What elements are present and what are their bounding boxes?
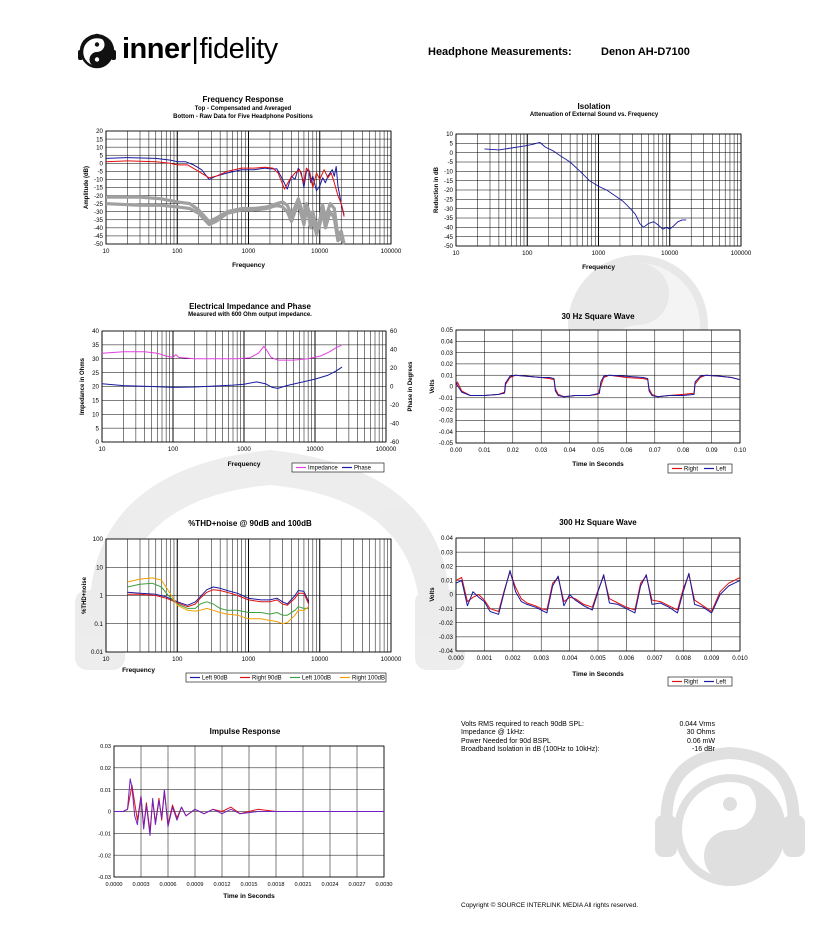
tick-label: 10000: [311, 248, 329, 255]
tick-label: -35: [94, 216, 103, 224]
tick-label: -25: [94, 200, 103, 208]
tick-label: 0.0024: [321, 882, 339, 888]
tick-label: -45: [444, 233, 453, 241]
tick-label: 20: [96, 128, 103, 136]
chart-grid: [456, 134, 741, 246]
tick-label: 100: [172, 248, 183, 255]
stat-label: Volts RMS required to reach 90dB SPL:: [461, 721, 584, 728]
legend-label: Right: [684, 466, 699, 473]
legend-label: Impedance: [308, 465, 338, 472]
tick-label: -60: [390, 439, 399, 447]
tick-label: 10000: [306, 446, 324, 453]
tick-label: 0.07: [648, 447, 661, 454]
legend-label: Left: [716, 679, 727, 686]
brand-name-bold: inner: [122, 33, 191, 65]
chart-grid: [456, 330, 740, 443]
tick-label: 0.03: [100, 744, 111, 751]
tick-label: 0.02: [506, 447, 519, 454]
tick-label: -20: [390, 402, 399, 410]
x-axis-label: Frequency: [122, 667, 155, 674]
tick-label: 60: [390, 328, 397, 336]
tick-label: 10000: [661, 250, 679, 257]
tick-label: 0.001: [476, 655, 493, 662]
tick-label: 1000: [241, 248, 256, 255]
tick-label: 0.05: [591, 447, 605, 454]
tick-label: 0: [449, 383, 453, 391]
tick-label: 0.0027: [348, 882, 366, 888]
tick-label: 0.01: [440, 372, 453, 380]
tick-label: -50: [444, 243, 453, 251]
stat-label: Impedance @ 1kHz:: [461, 729, 525, 737]
tick-label: 1000: [591, 250, 606, 257]
tick-label: 0: [449, 591, 453, 599]
tick-label: 0.0009: [186, 882, 204, 888]
y-axis-label: Volts: [430, 587, 436, 602]
tick-label: 5: [99, 152, 103, 160]
tick-label: 0.08: [677, 447, 690, 454]
tick-label: 100000: [375, 446, 397, 453]
legend-label: Left 100dB: [302, 675, 332, 682]
tick-label: -10: [444, 168, 453, 176]
tick-label: 0.02: [440, 361, 453, 369]
tick-label: 0.0021: [294, 882, 312, 888]
tick-label: 0.008: [675, 655, 691, 662]
y-axis-label: Impedance in Ohms: [80, 357, 86, 416]
y-axis-label: %THD+noise: [82, 577, 88, 614]
tick-label: -0.03: [438, 634, 453, 642]
tick-label: 0.004: [561, 655, 578, 662]
tick-label: 100000: [730, 250, 752, 257]
legend-label: Left 90dB: [202, 675, 228, 682]
chart-grid: [106, 131, 391, 244]
y2-axis-label: Phase in Degrees: [408, 361, 414, 412]
tick-label: 0.003: [533, 655, 549, 662]
tick-label: 25: [92, 369, 99, 377]
tick-label: -20: [94, 192, 103, 200]
tick-label: -5: [447, 159, 453, 167]
legend-label: Right 100dB: [352, 675, 386, 682]
tick-label: 0: [390, 383, 394, 391]
tick-label: -0.02: [98, 853, 111, 860]
x-axis-label: Frequency: [227, 461, 261, 468]
stat-label: Power Needed for 90d BSPL: [461, 737, 551, 745]
chart-title: 30 Hz Square Wave: [561, 312, 635, 321]
chart-subtitle: Bottom - Raw Data for Five Headphone Positions: [173, 114, 313, 120]
tick-label: 10: [98, 446, 106, 453]
tick-label: 0: [107, 809, 111, 816]
copyright-notice: Copyright © SOURCE INTERLINK MEDIA All rights reserved.: [461, 902, 639, 909]
stat-value: -16 dBr: [692, 746, 715, 754]
tick-label: 0.000: [448, 655, 464, 662]
tick-label: 0.0003: [132, 882, 150, 888]
tick-label: 0.007: [647, 655, 663, 662]
tick-label: 1000: [241, 656, 256, 663]
tick-label: 0: [99, 160, 103, 168]
tick-label: 0.0000: [105, 882, 123, 888]
tick-label: -25: [444, 196, 453, 204]
tick-label: 0.002: [505, 655, 521, 662]
stat-label: Broadband Isolation in dB (100Hz to 10kHz):: [461, 746, 600, 754]
tick-label: 0.005: [590, 655, 606, 662]
y-axis-label: Reduction in dB: [434, 167, 440, 213]
tick-label: -45: [94, 233, 103, 241]
tick-label: 0.1: [94, 620, 103, 628]
x-axis-label: Time in Seconds: [223, 893, 275, 900]
brand-name-light: fidelity: [199, 33, 278, 65]
stat-value: 0.044 Vrms: [679, 721, 715, 728]
tick-label: -0.02: [438, 406, 453, 414]
chart-legend: [292, 463, 384, 472]
tick-label: -0.02: [438, 619, 453, 627]
tick-label: 15: [92, 397, 99, 405]
tick-label: -35: [444, 215, 453, 223]
tick-label: -0.01: [438, 605, 453, 613]
tick-label: 0.00: [449, 447, 463, 454]
tick-label: -30: [444, 205, 453, 213]
tick-label: 0: [449, 149, 453, 157]
tick-label: 10: [452, 250, 460, 257]
tick-label: 10: [92, 411, 99, 419]
chart-grid: [106, 539, 391, 652]
tick-label: 100000: [380, 248, 402, 255]
tick-label: 0.03: [440, 349, 453, 357]
tick-label: 10: [102, 656, 110, 663]
chart-title: Impulse Response: [209, 727, 281, 736]
tick-label: 0.009: [703, 655, 720, 662]
tick-label: 0.0018: [267, 882, 285, 888]
tick-label: 0.010: [732, 655, 748, 662]
tick-label: 0.0015: [240, 882, 258, 888]
chart-subtitle: Measured with 600 Ohm output impedance.: [188, 312, 312, 318]
chart-title: Electrical Impedance and Phase: [189, 302, 311, 311]
tick-label: 10: [446, 131, 453, 139]
tick-label: 40: [92, 328, 99, 336]
header-model: Denon AH-D7100: [601, 46, 690, 58]
tick-label: 0.04: [440, 535, 453, 543]
tick-label: 5: [449, 140, 453, 148]
brand-separator: |: [191, 33, 199, 65]
tick-label: -40: [444, 224, 453, 232]
tick-label: 0.0030: [375, 882, 393, 888]
tick-label: 35: [92, 342, 99, 350]
y-axis-label: Volts: [430, 379, 436, 394]
tick-label: 10: [96, 564, 103, 572]
tick-label: 0.09: [705, 447, 718, 454]
tick-label: 1: [99, 592, 103, 600]
tick-label: 0.03: [440, 549, 453, 557]
tick-label: -40: [390, 420, 399, 428]
tick-label: -0.05: [438, 440, 453, 448]
tick-label: 0.01: [440, 577, 453, 585]
tick-label: -20: [444, 187, 453, 195]
x-axis-label: Time in Seconds: [572, 461, 624, 468]
tick-label: -10: [94, 176, 103, 184]
chart-subtitle: Top - Compensated and Averaged: [194, 106, 292, 112]
tick-label: 100: [92, 536, 103, 544]
y-axis-label: Amplitude (dB): [84, 166, 90, 209]
tick-label: -0.01: [98, 831, 111, 838]
tick-label: -15: [444, 177, 453, 185]
tick-label: 100000: [380, 656, 402, 663]
tick-label: -15: [94, 184, 103, 192]
tick-label: 100: [172, 656, 183, 663]
chart-subtitle: Attenuation of External Sound vs. Frequency: [529, 112, 659, 118]
x-axis-label: Frequency: [232, 262, 265, 269]
tick-label: 0.06: [620, 447, 633, 454]
tick-label: 0.01: [100, 787, 111, 794]
tick-label: 0.01: [478, 447, 491, 454]
tick-label: 0.0006: [159, 882, 177, 888]
tick-label: 10000: [311, 656, 329, 663]
tick-label: 0.01: [90, 649, 103, 657]
tick-label: 0.05: [440, 327, 453, 335]
chart-legend: [668, 677, 732, 686]
tick-label: 1000: [237, 446, 251, 453]
legend-label: Right: [684, 679, 699, 686]
tick-label: 0.03: [535, 447, 548, 454]
tick-label: 0.02: [100, 766, 111, 773]
tick-label: 40: [390, 346, 397, 354]
tick-label: -40: [94, 225, 103, 233]
tick-label: -0.04: [438, 428, 453, 436]
stat-value: 30 Ohms: [686, 729, 715, 737]
x-axis-label: Time in Seconds: [572, 671, 624, 678]
x-axis-label: Frequency: [582, 264, 615, 271]
tick-label: 0.04: [440, 338, 453, 346]
tick-label: 30: [92, 355, 99, 363]
tick-label: 0.04: [563, 447, 576, 454]
tick-label: -50: [94, 241, 103, 249]
tick-label: 20: [390, 365, 397, 373]
tick-label: -0.04: [438, 648, 453, 656]
tick-label: -5: [97, 168, 103, 176]
chart-title: 300 Hz Square Wave: [559, 518, 637, 527]
chart-grid: [456, 538, 740, 651]
tick-label: 20: [92, 383, 99, 391]
chart-legend: [668, 464, 732, 473]
chart-title: Frequency Response: [202, 95, 284, 104]
chart-legend: [186, 673, 386, 682]
tick-label: -0.03: [438, 417, 453, 425]
tick-label: -0.01: [438, 395, 453, 402]
stat-value: 0.06 mW: [686, 737, 715, 745]
tick-label: 15: [96, 136, 103, 144]
tick-label: 100: [167, 446, 179, 453]
tick-label: 10: [102, 248, 110, 255]
chart-title: %THD+noise @ 90dB and 100dB: [188, 519, 312, 528]
legend-label: Phase: [354, 465, 372, 472]
tick-label: 0: [95, 439, 99, 447]
legend-label: Left: [716, 466, 727, 473]
legend-label: Right 90dB: [252, 675, 282, 682]
tick-label: 5: [95, 425, 99, 433]
chart-title: Isolation: [577, 102, 611, 111]
tick-label: -0.03: [98, 875, 111, 882]
tick-label: 0.02: [440, 563, 453, 571]
tick-label: 0.10: [733, 447, 747, 454]
tick-label: 100: [522, 250, 533, 257]
header-label: Headphone Measurements:: [428, 46, 572, 58]
tick-label: 0.006: [618, 655, 635, 662]
tick-label: 0.0012: [213, 882, 231, 888]
tick-label: -30: [94, 208, 103, 216]
tick-label: 10: [96, 144, 103, 152]
